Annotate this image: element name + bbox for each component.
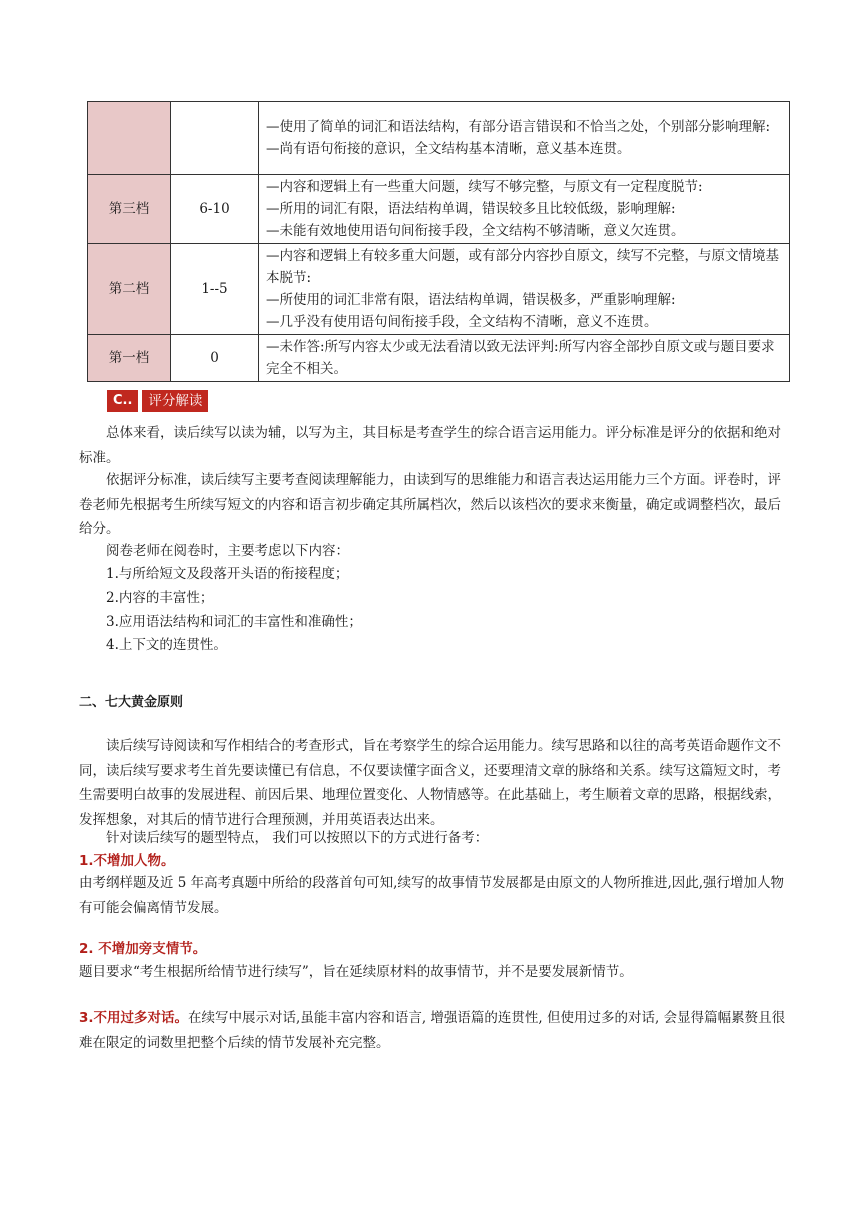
description-line: —内容和逻辑上有一些重大问题，续写不够完整，与原文有一定程度脱节: <box>266 179 703 195</box>
score-cell: 1--5 <box>171 244 259 335</box>
table-row <box>88 175 790 244</box>
rule-2-title <box>79 938 206 960</box>
rule-3-paragraph <box>79 1006 787 1055</box>
interpretation-paragraph: 总体来看，读后续写以读为辅，以写为主，其目标是考查学生的综合语言运用能力。评分标准是评分的依据和绝对标准。 <box>79 425 781 466</box>
list-item: 1.与所给短文及段落开头语的衔接程度； <box>106 566 349 582</box>
description-line: —尚有语句衔接的意识，全文结构基本清晰，意义基本连贯。 <box>266 141 631 157</box>
list-item: 3.应用语法结构和词汇的丰富性和准确性； <box>106 614 362 630</box>
description-line: —几乎没有使用语句间衔接手段，全文结构不清晰，意义不连贯。 <box>266 314 658 330</box>
level-cell: 第一档 <box>88 335 171 382</box>
level-cell: 第三档 <box>88 175 171 244</box>
description-cell <box>259 102 790 175</box>
section-badge <box>107 390 208 412</box>
table-row <box>88 102 790 175</box>
score-cell: 0 <box>171 335 259 382</box>
list-item: 2.内容的丰富性； <box>106 590 214 606</box>
list-item: 4.上下文的连贯性。 <box>106 637 227 653</box>
table-row <box>88 244 790 335</box>
rule-3-text: 在续写中展示对话,虽能丰富内容和语言, 增强语篇的连贯性, 但使用过多的对话, 会显得篇幅累赘且很难在限定的词数里把整个后续的情节发展补充完整。 <box>79 1010 786 1051</box>
section-paragraph: 读后续写诗阅读和写作相结合的考查形式，旨在考察学生的综合运用能力。续写思路和以往的高考英语命题作文不同，读后续写要求考生首先要读懂已有信息，不仅要读懂字面含义，还要理清文章的脉络和关系。续写这篇短文时，考生需要明白故事的发展进程、前因后果、地理位置变化、人物情感等。在此基础上，考生顺着文章的思路，根据线索，发挥想象，对其后的情节进行合理预测，并用英语表达出来。 <box>79 738 781 828</box>
interpretation-paragraph: 阅卷老师在阅卷时，主要考虑以下内容： <box>106 543 349 559</box>
rule-3-heading: 3.不用过多对话。 <box>79 1010 189 1026</box>
section-paragraph: 针对读后续写的题型特点， 我们可以按照以下的方式进行备考： <box>106 830 489 846</box>
description-line: —所用的词汇有限，语法结构单调，错误较多且比较低级，影响理解: <box>266 201 676 217</box>
rule-2-text: 题目要求“考生根据所给情节进行续写”，旨在延续原材料的故事情节，并不是要发展新情节。 <box>79 964 633 980</box>
rule-2-heading: 2. 不增加旁支情节。 <box>79 941 207 957</box>
score-cell: 6-10 <box>171 175 259 244</box>
interpretation-paragraph: 依据评分标准，读后续写主要考查阅读理解能力，由读到写的思维能力和语言表达运用能力三个方面。评卷时，评卷老师先根据考生所续写短文的内容和语言初步确定其所属档次，然后以该档次的要求来衡量，确定或调整档次，最后给分。 <box>79 472 781 537</box>
table-row <box>88 335 790 382</box>
scoring-table <box>87 101 790 382</box>
badge-label: 评分解读 <box>140 390 208 412</box>
level-cell <box>88 102 171 175</box>
badge-letter: C.. <box>107 390 138 412</box>
rule-1-text: 由考纲样题及近 5 年高考真题中所给的段落首句可知,续写的故事情节发展都是由原文的人物所推进,因此,强行增加人物有可能会偏离情节发展。 <box>79 875 785 916</box>
level-cell: 第二档 <box>88 244 171 335</box>
rule-1-title <box>79 850 175 872</box>
description-line: —所使用的词汇非常有限，语法结构单调，错误极多，严重影响理解: <box>266 292 676 308</box>
score-cell <box>171 102 259 175</box>
rule-1-heading: 1.不增加人物。 <box>79 853 175 869</box>
description-cell <box>259 335 790 382</box>
description-line: —内容和逻辑上有较多重大问题，或有部分内容抄自原文，续写不完整，与原文情境基本脱节: <box>266 248 779 286</box>
description-line: —使用了简单的词汇和语法结构，有部分语言错误和不恰当之处，个别部分影响理解: <box>266 119 771 135</box>
description-line: —未作答:所写内容太少或无法看清以致无法评判:所写内容全部抄自原文或与题目要求完全不相关。 <box>266 339 775 377</box>
description-cell <box>259 175 790 244</box>
description-cell <box>259 244 790 335</box>
description-line: —未能有效地使用语句间衔接手段，全文结构不够清晰，意义欠连贯。 <box>266 223 685 239</box>
section-title: 二、七大黄金原则 <box>79 695 184 710</box>
